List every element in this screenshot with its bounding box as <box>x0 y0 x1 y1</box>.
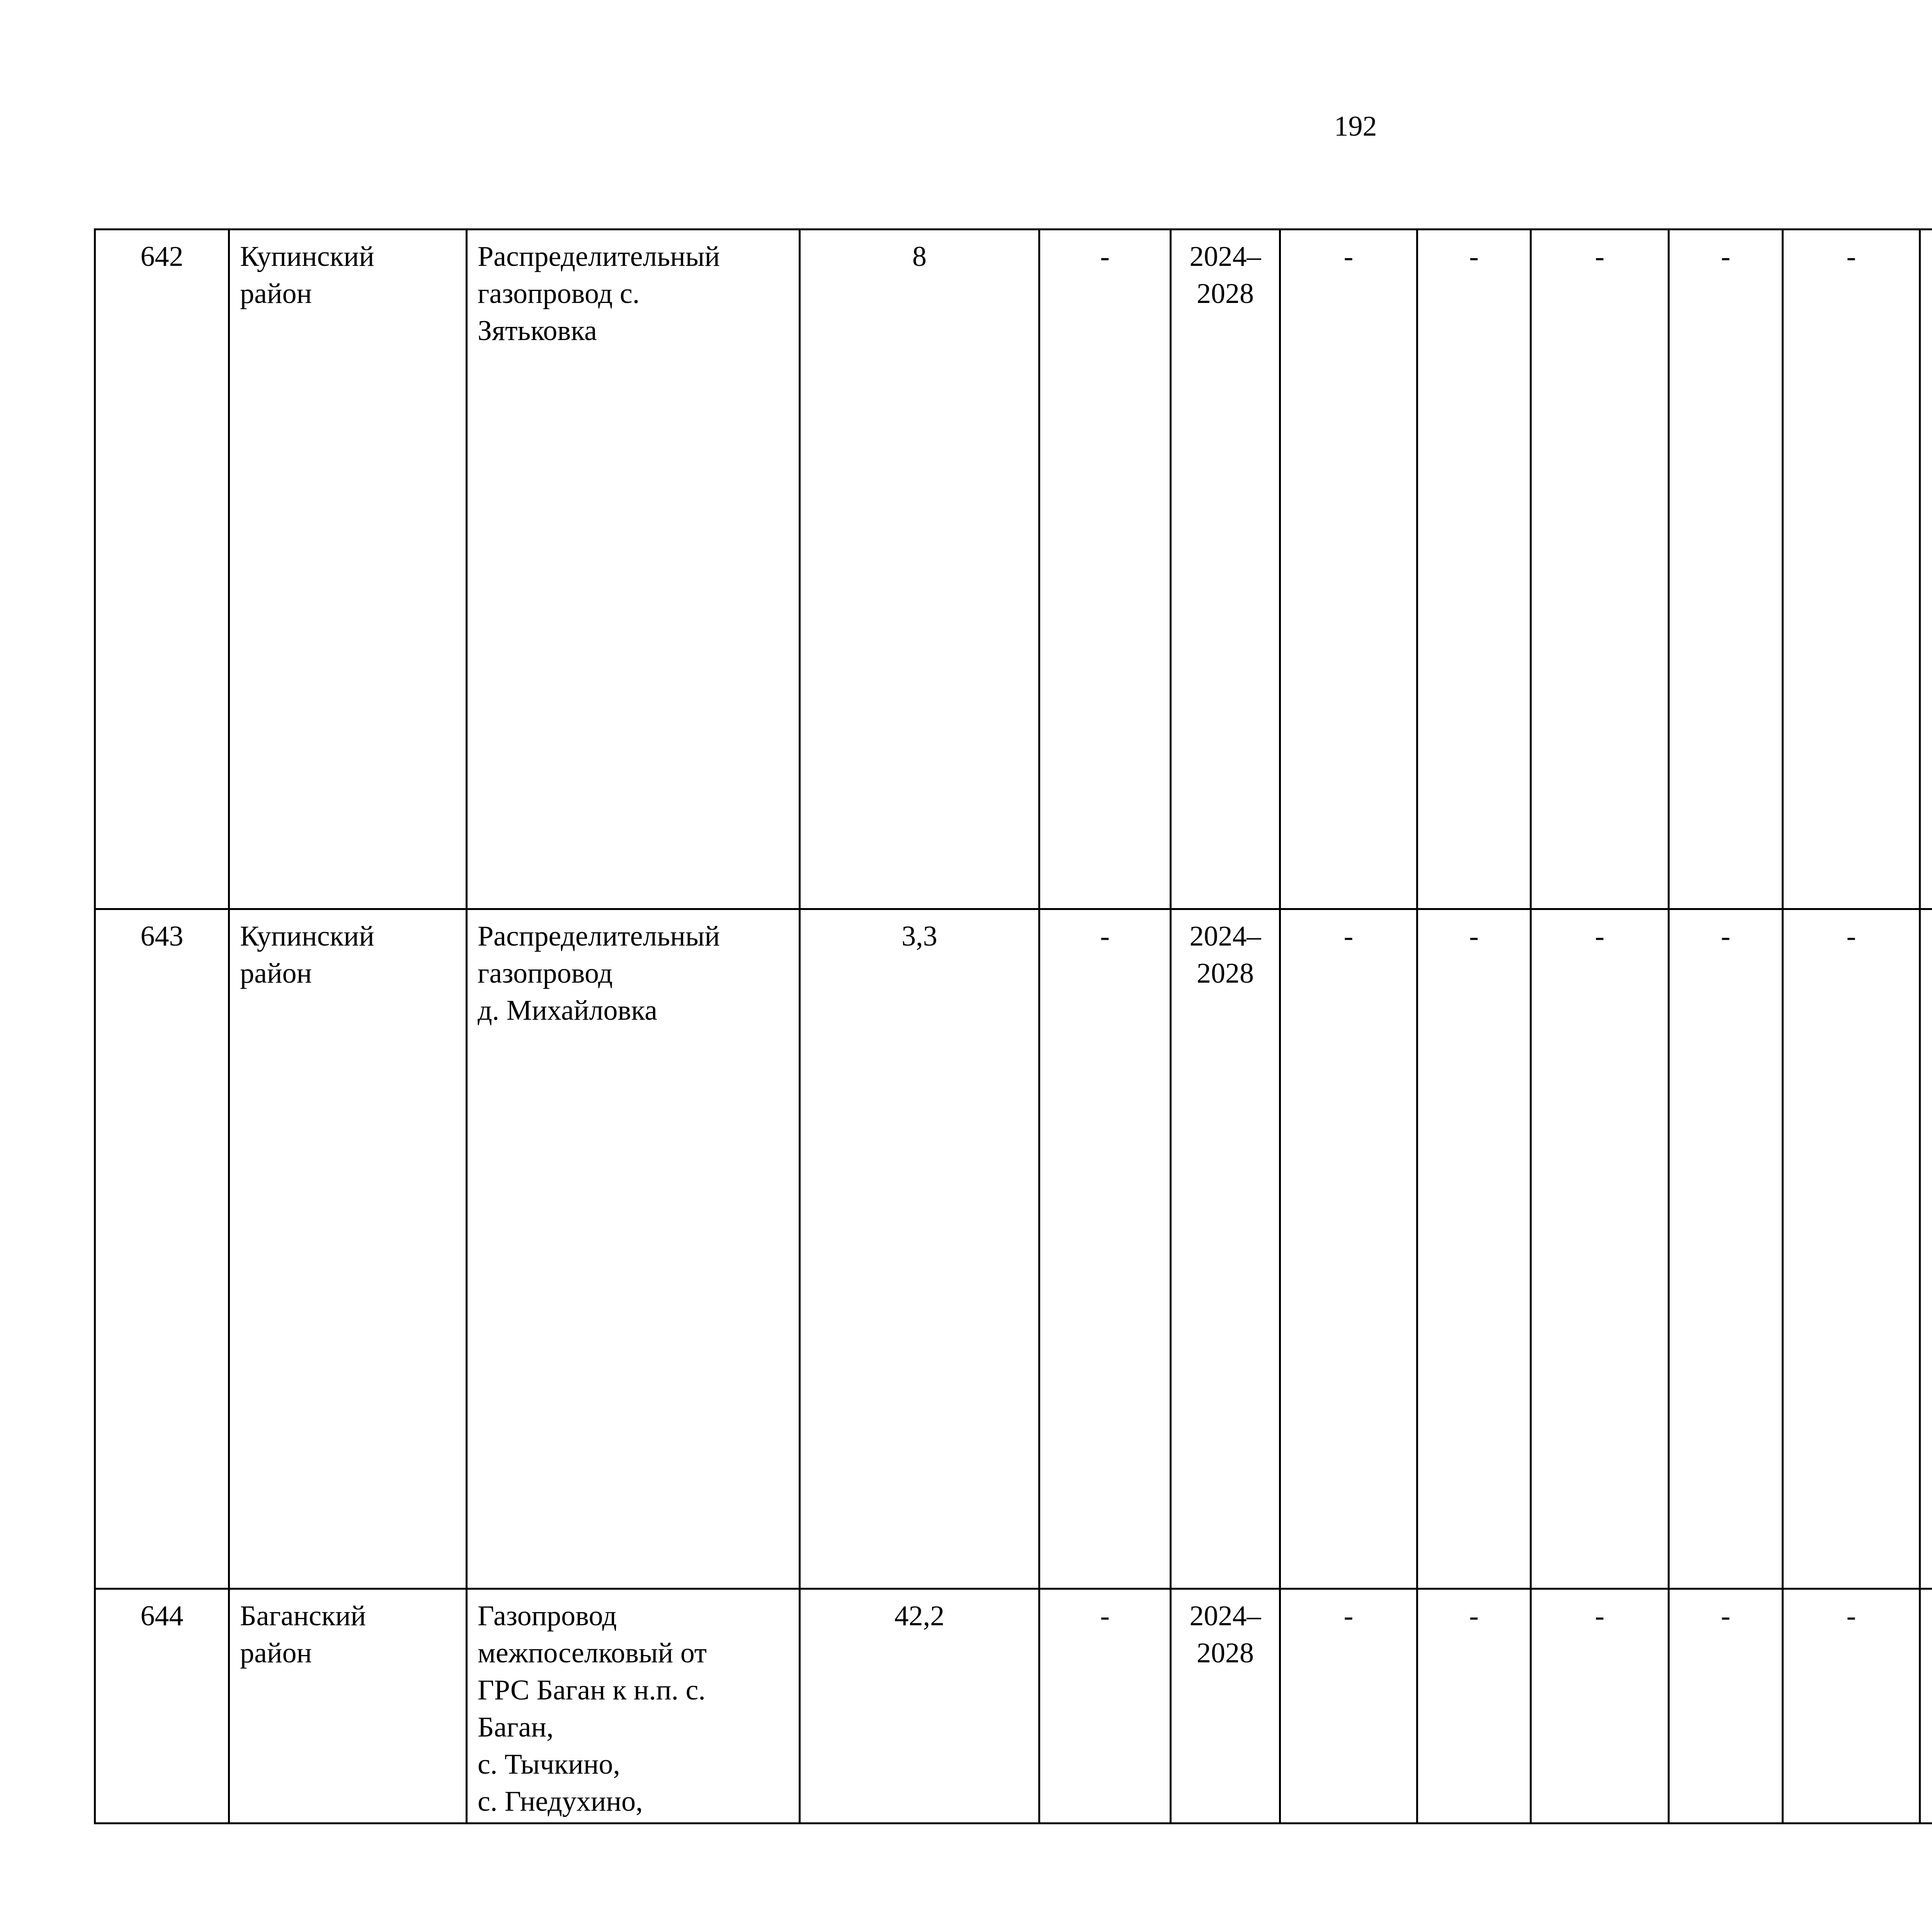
column-5-cell <box>1039 230 1171 909</box>
row-number-cell <box>95 230 229 909</box>
cell-text: 8 <box>912 241 927 272</box>
cell-text-line: 2024– <box>1189 1600 1261 1632</box>
cell-text: - <box>1595 1600 1605 1632</box>
cell-text-line: 2024– <box>1189 241 1261 272</box>
cell-text-line: район <box>240 1637 312 1669</box>
cell-text: - <box>1344 920 1354 952</box>
column-7-cell <box>1280 909 1417 1589</box>
object-name-cell <box>467 230 800 909</box>
cell-text-line: район <box>240 278 312 310</box>
cell-text: - <box>1846 1600 1856 1632</box>
cell-text: 42,2 <box>894 1600 945 1632</box>
cell-text-line: район <box>240 958 312 989</box>
length-cell <box>800 1589 1039 1823</box>
cell-text-line: 2028 <box>1197 1637 1254 1669</box>
cell-text: - <box>1469 241 1479 272</box>
cell-text: - <box>1846 241 1856 272</box>
cell-text: - <box>1100 1600 1110 1632</box>
cell-text-line: Купинский <box>240 920 374 952</box>
cell-text: 643 <box>140 920 184 952</box>
table-row <box>95 909 1932 1589</box>
cell-text-line: 2028 <box>1197 278 1254 310</box>
district-cell <box>229 230 467 909</box>
column-10-cell <box>1669 909 1783 1589</box>
row-number-cell <box>95 1589 229 1823</box>
data-table <box>94 228 1932 1824</box>
cell-text: - <box>1595 920 1605 952</box>
column-9-cell <box>1531 230 1669 909</box>
cell-text-line: Купинский <box>240 241 374 272</box>
column-9-cell <box>1531 1589 1669 1823</box>
cell-text: - <box>1344 241 1354 272</box>
column-10-cell <box>1669 1589 1783 1823</box>
length-cell <box>800 909 1039 1589</box>
cell-text: - <box>1469 1600 1479 1632</box>
table-row <box>95 1589 1932 1823</box>
cell-text-line: 2028 <box>1197 958 1254 989</box>
cell-text-line: газопровод <box>478 958 613 989</box>
column-8-cell <box>1417 909 1531 1589</box>
column-9-cell <box>1531 909 1669 1589</box>
cell-text: - <box>1721 241 1731 272</box>
period-cell <box>1171 1589 1280 1823</box>
column-10-cell <box>1669 230 1783 909</box>
cell-text-line: Распределительный <box>478 920 720 952</box>
table-row <box>95 230 1932 909</box>
cell-text-line: Баганский <box>240 1600 366 1632</box>
cell-text: - <box>1721 920 1731 952</box>
cell-text: - <box>1846 920 1856 952</box>
column-11-cell <box>1783 909 1920 1589</box>
cell-text-line: межпоселковый от <box>478 1637 707 1669</box>
column-8-cell <box>1417 1589 1531 1823</box>
cell-text-line: ГРС Баган к н.п. с. <box>478 1674 706 1706</box>
cell-text: 644 <box>140 1600 184 1632</box>
cell-text: - <box>1469 920 1479 952</box>
column-5-cell <box>1039 1589 1171 1823</box>
column-11-cell <box>1783 1589 1920 1823</box>
object-name-cell <box>467 1589 800 1823</box>
cell-text-line: газопровод с. <box>478 278 640 310</box>
cell-text: - <box>1344 1600 1354 1632</box>
column-5-cell <box>1039 909 1171 1589</box>
cell-text-line: д. Михайловка <box>478 995 658 1026</box>
cell-text-line: Газопровод <box>478 1600 617 1632</box>
cell-text-line: Зятьковка <box>478 315 597 347</box>
length-cell <box>800 230 1039 909</box>
column-7-cell <box>1280 230 1417 909</box>
cell-text: - <box>1721 1600 1731 1632</box>
column-11-cell <box>1783 230 1920 909</box>
cell-text: - <box>1100 241 1110 272</box>
cell-text: - <box>1595 241 1605 272</box>
object-name-cell <box>467 909 800 1589</box>
organization-cell <box>1920 909 1932 1589</box>
organization-cell <box>1920 1589 1932 1823</box>
cell-text-line: 2024– <box>1189 920 1261 952</box>
row-number-cell <box>95 909 229 1589</box>
cell-text-line: с. Тычкино, <box>478 1749 620 1780</box>
period-cell <box>1171 909 1280 1589</box>
column-7-cell <box>1280 1589 1417 1823</box>
cell-text: 3,3 <box>901 920 937 952</box>
cell-text-line: Баган, <box>478 1711 554 1743</box>
period-cell <box>1171 230 1280 909</box>
district-cell <box>229 1589 467 1823</box>
cell-text: 642 <box>140 241 184 272</box>
organization-cell <box>1920 230 1932 909</box>
cell-text-line: с. Гнедухино, <box>478 1786 643 1817</box>
district-cell <box>229 909 467 1589</box>
column-8-cell <box>1417 230 1531 909</box>
cell-text: - <box>1100 920 1110 952</box>
page-number: 192 <box>1334 111 1377 142</box>
cell-text-line: Распределительный <box>478 241 720 272</box>
